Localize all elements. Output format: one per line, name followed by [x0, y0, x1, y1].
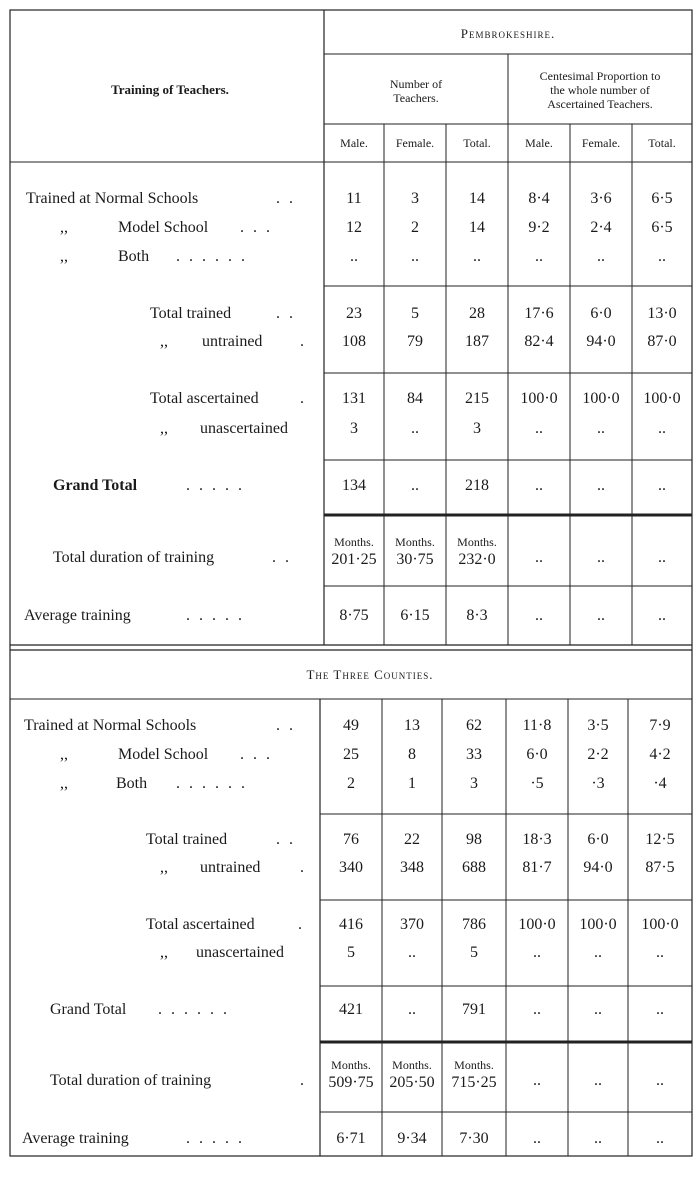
cell-normal-col2: 13 — [404, 717, 420, 734]
cell-average-col3: 8·3 — [466, 607, 488, 624]
cell-duration-unit: Months. — [334, 535, 374, 549]
cell-total-trained-col6: 13·0 — [647, 305, 677, 322]
cell-unascertained-col3: 5 — [470, 944, 478, 961]
cell-model-col5: 2·2 — [587, 746, 609, 763]
col-header-pct-female: Female. — [581, 136, 621, 150]
cell-untrained-col4: 82·4 — [524, 333, 554, 350]
leader-dots: . — [300, 1072, 304, 1089]
label-prefix: ,, — [60, 248, 68, 265]
label-normal-schools: Trained at Normal Schools — [26, 190, 199, 207]
cell-grand-total-col3: 791 — [462, 1001, 486, 1018]
label-prefix: ,, — [160, 420, 168, 437]
cell-untrained-col3: 187 — [465, 333, 489, 350]
leader-dots: . — [300, 333, 304, 350]
cell-average-col2: 9·34 — [397, 1130, 427, 1147]
label-untrained: untrained — [202, 333, 263, 350]
cell-grand-total-col5: .. — [597, 477, 605, 494]
leader-dots: ..... — [186, 477, 251, 494]
cell-average-col1: 6·71 — [336, 1130, 366, 1147]
cell-duration-col2: 30·75 — [396, 551, 434, 568]
leader-dots: ..... — [186, 1130, 251, 1147]
cell-normal-col4: 8·4 — [528, 190, 550, 207]
cell-grand-total-col1: 134 — [342, 477, 366, 494]
cell-untrained-col1: 340 — [339, 859, 363, 876]
cell-total-ascertained-col5: 100·0 — [579, 916, 617, 933]
cell-total-ascertained-col4: 100·0 — [518, 916, 556, 933]
cell-duration-unit: Months. — [457, 535, 497, 549]
cell-grand-total-col1: 421 — [339, 1001, 363, 1018]
label-prefix: ,, — [160, 859, 168, 876]
cell-duration-col4: .. — [533, 1072, 541, 1089]
cell-total-ascertained-col2: 84 — [407, 390, 423, 407]
cell-normal-col1: 11 — [346, 190, 362, 207]
leader-dots: .. — [276, 831, 302, 848]
label-prefix: ,, — [60, 219, 68, 236]
cell-total-trained-col1: 76 — [343, 831, 359, 848]
cell-total-ascertained-col3: 215 — [465, 390, 489, 407]
cell-total-trained-col5: 6·0 — [590, 305, 612, 322]
leader-dots: ... — [240, 746, 279, 763]
cell-unascertained-col6: .. — [656, 944, 664, 961]
label-prefix: ,, — [160, 333, 168, 350]
col-header-pct-male: Male. — [525, 136, 553, 150]
leader-dots: ...... — [176, 775, 254, 792]
label-prefix: ,, — [160, 944, 168, 961]
cell-model-col1: 25 — [343, 746, 359, 763]
cell-model-col6: 4·2 — [649, 746, 671, 763]
cell-unascertained-col1: 3 — [350, 420, 358, 437]
leader-dots: ... — [240, 219, 279, 236]
leader-dots: .. — [272, 549, 298, 566]
cell-both-col2: .. — [411, 248, 419, 265]
cell-both-col5: ·3 — [591, 775, 605, 792]
cell-total-trained-col1: 23 — [346, 305, 362, 322]
cell-total-ascertained-col6: 100·0 — [641, 916, 679, 933]
count-group-header-l1: Number of — [389, 77, 443, 91]
col-header-male: Male. — [340, 136, 368, 150]
label-grand-total: Grand Total — [53, 477, 138, 494]
cell-duration-col5: .. — [597, 549, 605, 566]
cell-normal-col5: 3·6 — [590, 190, 612, 207]
leader-dots: ..... — [186, 607, 251, 624]
cell-model-col4: 6·0 — [526, 746, 548, 763]
col-header-female: Female. — [395, 136, 435, 150]
cell-untrained-col5: 94·0 — [586, 333, 616, 350]
label-grand-total: Grand Total — [50, 1001, 127, 1018]
label-unascertained: unascertained — [196, 944, 284, 961]
cell-model-col3: 14 — [469, 219, 485, 236]
row-label-header: Training of Teachers. — [111, 82, 229, 97]
label-total-duration: Total duration of training — [53, 549, 215, 566]
cell-unascertained-col3: 3 — [473, 420, 481, 437]
cell-normal-col3: 62 — [466, 717, 482, 734]
cell-untrained-col4: 81·7 — [522, 859, 552, 876]
cell-unascertained-col5: .. — [594, 944, 602, 961]
cell-grand-total-col6: .. — [656, 1001, 664, 1018]
county-header: Pembrokeshire. — [460, 26, 556, 41]
cell-total-ascertained-col6: 100·0 — [643, 390, 681, 407]
cell-total-trained-col5: 6·0 — [587, 831, 609, 848]
cell-normal-col5: 3·5 — [587, 717, 609, 734]
cell-duration-col1: 201·25 — [331, 551, 377, 568]
proportion-group-header-l1: Centesimal Proportion to — [539, 69, 661, 83]
cell-model-col5: 2·4 — [590, 219, 612, 236]
section-title-three-counties: The Three Counties. — [306, 667, 434, 682]
cell-both-col1: .. — [350, 248, 358, 265]
cell-duration-col3: 715·25 — [451, 1074, 497, 1091]
cell-normal-col6: 7·9 — [649, 717, 671, 734]
cell-both-col5: .. — [597, 248, 605, 265]
cell-unascertained-col6: .. — [658, 420, 666, 437]
cell-unascertained-col5: .. — [597, 420, 605, 437]
cell-average-col6: .. — [656, 1130, 664, 1147]
label-model-school: Model School — [118, 219, 209, 236]
cell-unascertained-col4: .. — [533, 944, 541, 961]
cell-grand-total-col2: .. — [408, 1001, 416, 1018]
cell-total-ascertained-col5: 100·0 — [582, 390, 620, 407]
leader-dots: . — [298, 916, 302, 933]
cell-model-col6: 6·5 — [651, 219, 673, 236]
cell-total-trained-col2: 5 — [411, 305, 419, 322]
cell-untrained-col3: 688 — [462, 859, 486, 876]
cell-normal-col1: 49 — [343, 717, 359, 734]
cell-total-trained-col4: 18·3 — [522, 831, 552, 848]
cell-total-trained-col2: 22 — [404, 831, 420, 848]
cell-model-col1: 12 — [346, 219, 362, 236]
label-prefix: ,, — [60, 775, 68, 792]
leader-dots: . — [300, 390, 304, 407]
cell-total-trained-col3: 28 — [469, 305, 485, 322]
proportion-group-header-l3: Ascertained Teachers. — [547, 97, 653, 111]
cell-grand-total-col2: .. — [411, 477, 419, 494]
cell-model-col3: 33 — [466, 746, 482, 763]
cell-duration-col3: 232·0 — [458, 551, 496, 568]
cell-model-col2: 8 — [408, 746, 416, 763]
cell-average-col3: 7·30 — [459, 1130, 489, 1147]
cell-untrained-col2: 348 — [400, 859, 424, 876]
cell-untrained-col6: 87·0 — [647, 333, 677, 350]
cell-total-trained-col4: 17·6 — [524, 305, 554, 322]
label-total-trained: Total trained — [146, 831, 228, 848]
cell-normal-col3: 14 — [469, 190, 485, 207]
label-prefix: ,, — [60, 746, 68, 763]
cell-untrained-col5: 94·0 — [583, 859, 613, 876]
cell-both-col3: 3 — [470, 775, 478, 792]
cell-duration-col5: .. — [594, 1072, 602, 1089]
cell-grand-total-col4: .. — [533, 1001, 541, 1018]
leader-dots: .. — [276, 190, 302, 207]
cell-model-col2: 2 — [411, 219, 419, 236]
cell-both-col1: 2 — [347, 775, 355, 792]
cell-model-col4: 9·2 — [528, 219, 550, 236]
cell-unascertained-col2: .. — [411, 420, 419, 437]
col-header-pct-total: Total. — [648, 136, 676, 150]
label-total-ascertained: Total ascertained — [150, 390, 259, 407]
cell-normal-col2: 3 — [411, 190, 419, 207]
label-untrained: untrained — [200, 859, 261, 876]
cell-average-col4: .. — [533, 1130, 541, 1147]
cell-normal-col4: 11·8 — [522, 717, 552, 734]
cell-both-col4: ·5 — [530, 775, 544, 792]
label-both: Both — [118, 248, 150, 265]
label-total-ascertained: Total ascertained — [146, 916, 255, 933]
cell-both-col6: .. — [658, 248, 666, 265]
cell-unascertained-col4: .. — [535, 420, 543, 437]
cell-duration-col1: 509·75 — [328, 1074, 374, 1091]
cell-total-ascertained-col1: 131 — [342, 390, 366, 407]
cell-grand-total-col5: .. — [594, 1001, 602, 1018]
cell-grand-total-col3: 218 — [465, 477, 489, 494]
cell-average-col5: .. — [594, 1130, 602, 1147]
cell-both-col6: ·4 — [653, 775, 667, 792]
leader-dots: . — [300, 859, 304, 876]
cell-grand-total-col6: .. — [658, 477, 666, 494]
cell-duration-unit: Months. — [454, 1058, 494, 1072]
cell-duration-unit: Months. — [395, 535, 435, 549]
label-total-trained: Total trained — [150, 305, 232, 322]
cell-total-ascertained-col3: 786 — [462, 916, 486, 933]
count-group-header-l2: Teachers. — [393, 91, 439, 105]
cell-average-col1: 8·75 — [339, 607, 369, 624]
cell-average-col2: 6·15 — [400, 607, 430, 624]
cell-duration-unit: Months. — [331, 1058, 371, 1072]
col-header-total: Total. — [463, 136, 491, 150]
label-average-training: Average training — [24, 607, 131, 624]
cell-average-col5: .. — [597, 607, 605, 624]
cell-duration-unit: Months. — [392, 1058, 432, 1072]
leader-dots: .. — [276, 717, 302, 734]
proportion-group-header-l2: the whole number of — [550, 83, 650, 97]
cell-average-col6: .. — [658, 607, 666, 624]
cell-untrained-col1: 108 — [342, 333, 366, 350]
cell-unascertained-col1: 5 — [347, 944, 355, 961]
cell-total-ascertained-col1: 416 — [339, 916, 363, 933]
cell-total-trained-col6: 12·5 — [645, 831, 675, 848]
leader-dots: .. — [276, 305, 302, 322]
cell-total-ascertained-col4: 100·0 — [520, 390, 558, 407]
cell-both-col2: 1 — [408, 775, 416, 792]
cell-total-trained-col3: 98 — [466, 831, 482, 848]
cell-duration-col6: .. — [656, 1072, 664, 1089]
leader-dots: ...... — [176, 248, 254, 265]
cell-both-col3: .. — [473, 248, 481, 265]
cell-unascertained-col2: .. — [408, 944, 416, 961]
label-total-duration: Total duration of training — [50, 1072, 212, 1089]
label-average-training: Average training — [22, 1130, 129, 1147]
cell-both-col4: .. — [535, 248, 543, 265]
cell-total-ascertained-col2: 370 — [400, 916, 424, 933]
label-both: Both — [116, 775, 148, 792]
cell-grand-total-col4: .. — [535, 477, 543, 494]
label-model-school: Model School — [118, 746, 209, 763]
label-normal-schools: Trained at Normal Schools — [24, 717, 197, 734]
cell-duration-col6: .. — [658, 549, 666, 566]
cell-untrained-col6: 87·5 — [645, 859, 675, 876]
cell-untrained-col2: 79 — [407, 333, 423, 350]
leader-dots: ...... — [158, 1001, 236, 1018]
cell-duration-col2: 205·50 — [389, 1074, 435, 1091]
label-unascertained: unascertained — [200, 420, 288, 437]
cell-duration-col4: .. — [535, 549, 543, 566]
cell-normal-col6: 6·5 — [651, 190, 673, 207]
cell-average-col4: .. — [535, 607, 543, 624]
